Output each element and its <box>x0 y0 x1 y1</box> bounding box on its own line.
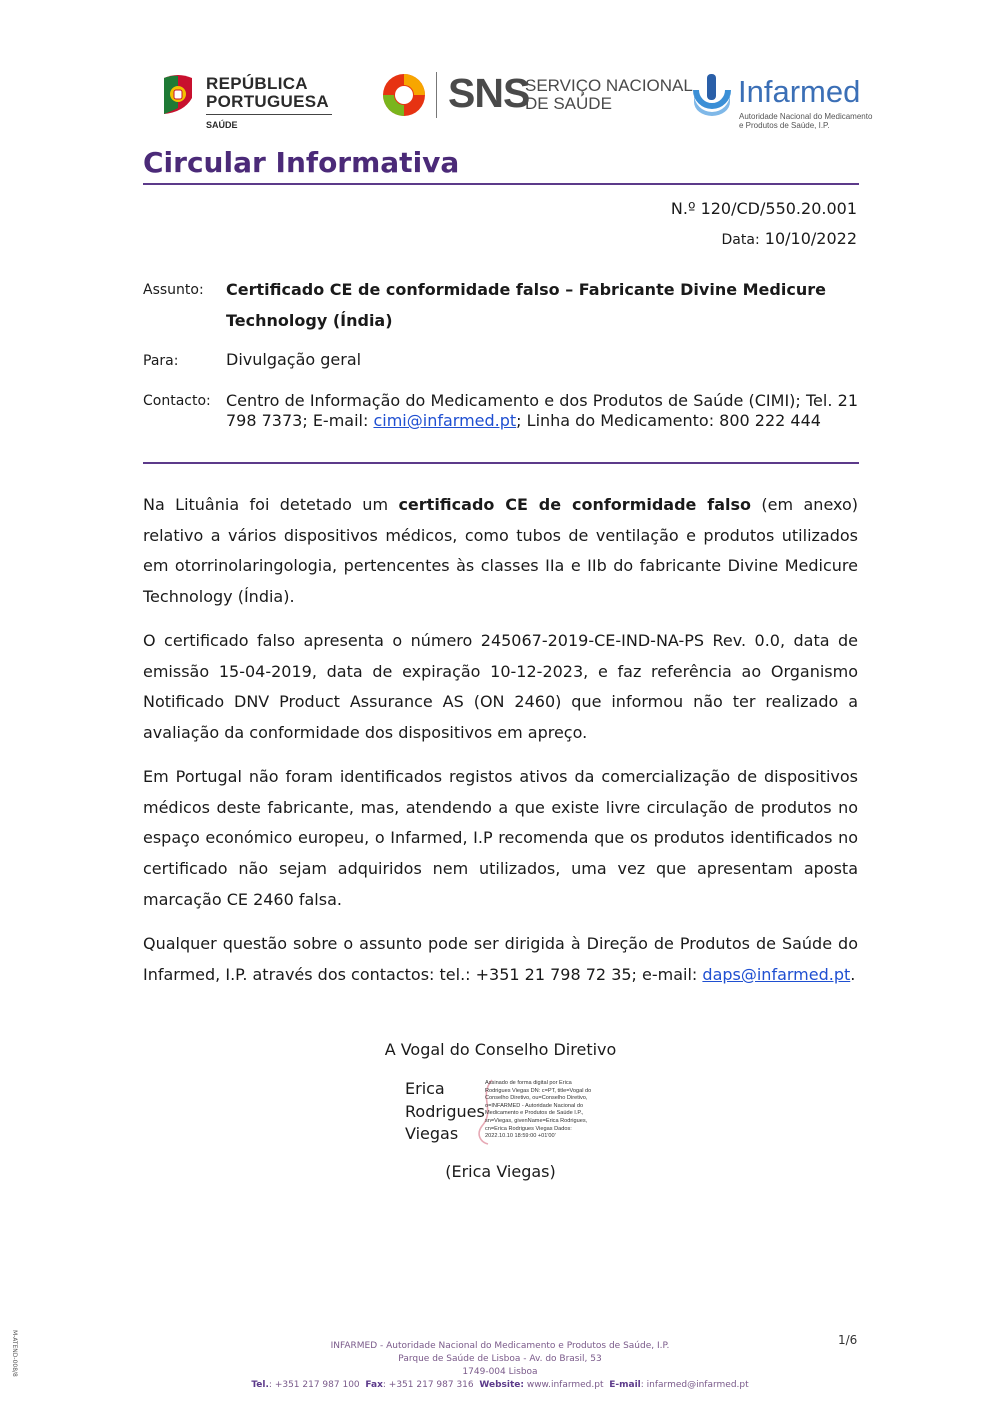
sns-divider <box>436 72 437 118</box>
paragraph-1-bold: certificado CE de conformidade falso <box>398 495 752 514</box>
infarmed-symbol-icon <box>690 72 734 118</box>
date-value: 10/10/2022 <box>764 229 857 248</box>
paragraph-4 <box>143 929 858 990</box>
signature-name-line-3: Viegas <box>405 1124 459 1143</box>
printed-name: (Erica Viegas) <box>445 1162 556 1181</box>
subject-label: Assunto: <box>143 282 204 298</box>
footer-fax-value: : +351 217 987 316 <box>382 1380 474 1390</box>
page-number: 1/6 <box>838 1333 858 1347</box>
republica-line2: PORTUGUESA <box>206 92 329 111</box>
republica-line1: REPÚBLICA <box>206 74 308 93</box>
footer-tel-value: : +351 217 987 100 <box>268 1380 360 1390</box>
infarmed-tagline-2: e Produtos de Saúde, I.P. <box>739 121 830 130</box>
footer-fax-label: Fax <box>365 1380 383 1390</box>
contact-value <box>226 391 858 431</box>
cimi-email-link[interactable]: cimi@infarmed.pt <box>373 411 517 430</box>
sns-swirl-icon <box>380 72 428 118</box>
paragraph-3: Em Portugal não foram identificados registos ativos da comercialização de dispositivos médicos deste fabricante, mas, atendendo a que existe livre circulação de produtos no espaço económico europeu, o Infarmed, I.P recomenda que os produtos identificados no certificado não sejam adquiridos nem utilizados, uma vez que apresentam aposta marcação CE 2460 falsa. <box>143 767 858 909</box>
daps-email-link[interactable]: daps@infarmed.pt <box>702 964 851 984</box>
paragraph-1-text-c: (em anexo) relativo a vários dispositivos médicos, como tubos de ventilação e produtos utilizados em otorrinolaringologia, pertencentes às classes IIa e IIb do fabricante Divine Medicure Technology (Índia). <box>143 495 859 607</box>
paragraph-1-text-a: Na Lituânia foi detetado um <box>143 495 399 514</box>
footer-web-label: Website: <box>479 1380 524 1390</box>
paragraph-4-text-a: Qualquer questão sobre o assunto pode ser dirigida à Direção de Produtos de Saúde do Infarmed, I.P. através dos contactos: tel.: +351 21 798 72 35; e-mail: <box>143 934 858 984</box>
footer-line-3: 1749-004 Lisboa <box>462 1367 538 1377</box>
paragraph-1 <box>143 490 858 613</box>
infarmed-tagline-1: Autoridade Nacional do Medicamento <box>739 112 873 121</box>
document-title: Circular Informativa <box>143 146 460 179</box>
to-value: Divulgação geral <box>226 350 362 369</box>
sns-acronym: SNS <box>448 70 530 116</box>
sns-line1: SERVIÇO NACIONAL <box>525 76 693 95</box>
circular-number: N.º 120/CD/550.20.001 <box>670 199 857 218</box>
fields-rule <box>143 462 859 464</box>
footer-contacts <box>0 1380 1000 1390</box>
digital-signature-note: Assinado de forma digital por Erica Rodrigues Viegas DN: c=PT, title=Vogal do Conselho Diretivo, ou=Conselho Diretivo, o=INFARMED - Autoridade Nacional do Medicamento e Produtos de Saúde I.P., sn=Viegas, givenName=Erica Rodrigues, cn=Erica Rodrigues Viegas Dados: 2022.10.10 18:59:00 +01'00' <box>485 1080 592 1140</box>
infarmed-name: Infarmed <box>738 74 861 109</box>
footer-email-label: E-mail <box>609 1380 641 1390</box>
signature-name-line-2: Rodrigues <box>405 1101 485 1121</box>
signatory-role: A Vogal do Conselho Diretivo <box>384 1040 617 1059</box>
footer-line-1: INFARMED - Autoridade Nacional do Medicamento e Produtos de Saúde, I.P. <box>330 1341 670 1351</box>
sns-line2: DE SAÚDE <box>525 94 612 113</box>
subject-value: Certificado CE de conformidade falso – Fabricante Divine Medicure Technology (Índia) <box>226 280 826 330</box>
to-label: Para: <box>143 353 179 369</box>
portugal-flag-icon <box>158 72 198 116</box>
date-label: Data: <box>721 232 760 248</box>
signature-name-line-1: Erica <box>405 1079 445 1098</box>
footer-email-value[interactable]: : infarmed@infarmed.pt <box>640 1380 749 1390</box>
circular-date <box>722 229 857 248</box>
footer-tel-label: Tel. <box>251 1380 269 1390</box>
contact-text-1: Centro de Informação do Medicamento e dos Produtos de Saúde (CIMI); Tel. 21 798 7373; E-mail: <box>226 391 858 430</box>
footer-line-2: Parque de Saúde de Lisboa - Av. do Brasil, 53 <box>398 1354 602 1364</box>
paragraph-4-text-b: . <box>850 964 856 984</box>
contact-label: Contacto: <box>143 393 211 409</box>
republica-sub: SAÚDE <box>206 120 238 130</box>
paragraph-2: O certificado falso apresenta o número 245067-2019-CE-IND-NA-PS Rev. 0.0, data de emissão 15-04-2019, data de expiração 10-12-2023, e faz referência ao Organismo Notificado DNV Product Assurance AS (ON 2460) que informou não ter realizado a avaliação da conformidade dos dispositivos em apreço. <box>143 631 858 743</box>
republica-divider <box>206 114 332 115</box>
form-code: M-ATEND-008/8 <box>11 1330 18 1377</box>
title-rule <box>143 183 859 185</box>
footer-web-value[interactable]: www.infarmed.pt <box>523 1380 604 1390</box>
contact-text-2: ; Linha do Medicamento: 800 222 444 <box>516 411 821 430</box>
